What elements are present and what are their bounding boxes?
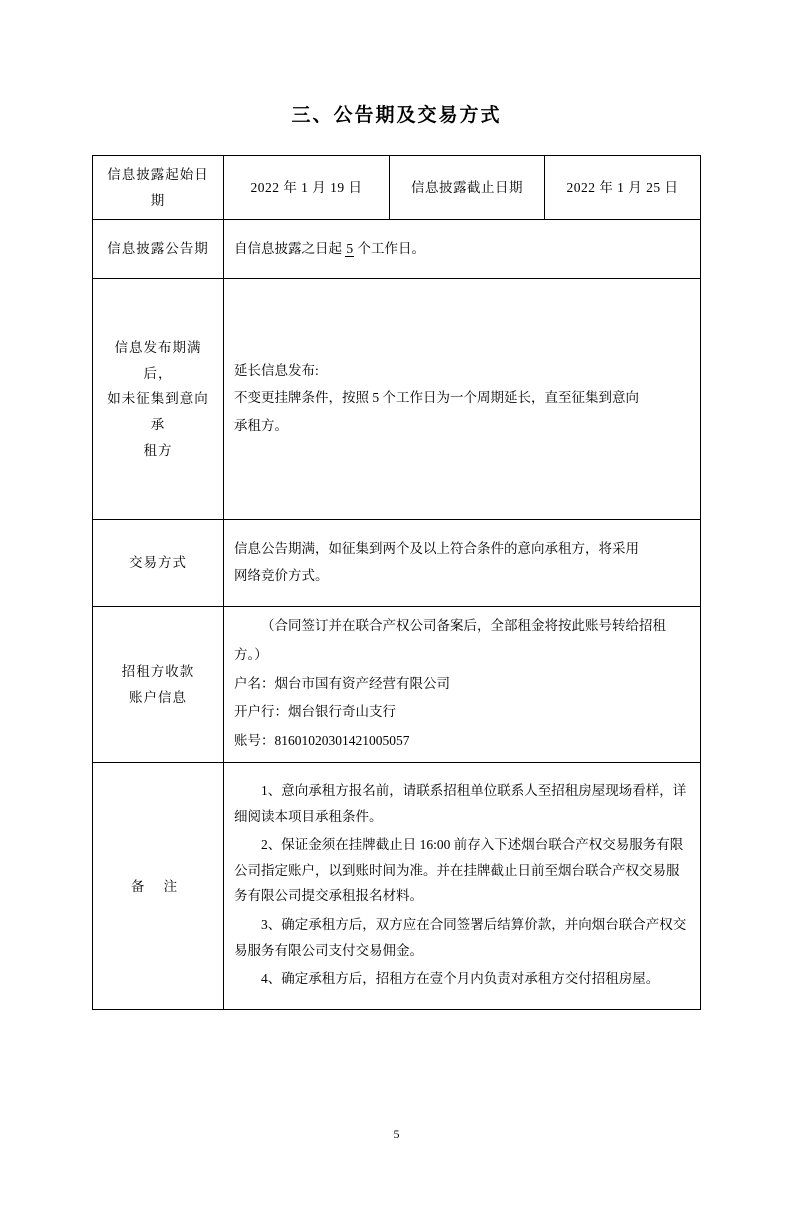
extension-label-line1: 信息发布期满后， [114,340,202,381]
table-row [93,607,701,763]
disclosure-start-value: 2022 年 1 月 19 日 [224,156,390,220]
period-prefix: 自信息披露之日起 [234,241,346,257]
account-body [224,607,701,763]
trade-method-line2: 网络竞价方式。 [234,568,329,584]
remarks-label [93,763,224,1010]
disclosure-end-value: 2022 年 1 月 25 日 [545,156,701,220]
account-label-line2: 账户信息 [129,689,187,705]
table-row [93,156,701,220]
extension-body [224,279,701,520]
remark-item: 2、保证金须在挂牌截止日 16:00 前存入下述烟台联合产权交易服务有限公司指定账户，以到账时间为准。并在挂牌截止日前至烟台联合产权交易服务有限公司提交承租报名材料。 [234,837,684,904]
account-name: 户名：烟台市国有资产经营有限公司 [234,675,450,691]
disclosure-end-label: 信息披露截止日期 [390,156,545,220]
extension-body-line3: 承租方。 [234,418,288,434]
document-page [0,100,793,1222]
disclosure-period-value [224,220,701,279]
table-row [93,220,701,279]
account-label [93,607,224,763]
table-row [93,763,701,1010]
disclosure-period-label: 信息披露公告期 [93,220,224,279]
account-number: 账号：81601020301421005057 [234,732,410,748]
trade-method-line1: 信息公告期满，如征集到两个及以上符合条件的意向承租方，将采用 [234,540,639,556]
page-number: 5 [393,1127,400,1141]
extension-label-line2: 如未征集到意向承 [107,391,209,433]
trade-method-label: 交易方式 [93,520,224,607]
account-note-line1: （合同签订并在联合产权公司备案后，全部租金将按此账号转给招租 [261,618,666,634]
disclosure-start-label: 信息披露起始日期 [93,156,224,220]
period-days: 5 [346,241,354,257]
trade-method-body [224,520,701,607]
announcement-table [92,155,701,1010]
account-bank: 开户行：烟台银行奇山支行 [234,704,396,720]
extension-body-line2: 不变更挂牌条件，按照 5 个工作日为一个周期延长，直至征集到意向 [234,390,639,406]
table-row [93,520,701,607]
extension-body-line1: 延长信息发布: [234,362,319,378]
remark-item: 4、确定承租方后，招租方在壹个月内负责对承租方交付招租房屋。 [261,971,660,987]
page-title: 三、公告期及交易方式 [291,105,502,126]
account-note-line2: 方。） [234,646,268,662]
period-suffix: 个工作日。 [354,241,425,257]
remarks-label-text: 备 注 [130,878,186,894]
remark-item: 1、意向承租方报名前，请联系招租单位联系人至招租房屋现场看样，详细阅读本项目承租条件。 [234,782,687,824]
remark-item: 3、确定承租方后，双方应在合同签署后结算价款，并向烟台联合产权交易服务有限公司支付交易佣金。 [234,917,687,958]
table-row [93,279,701,520]
remarks-body [224,763,701,1010]
extension-label-line3: 租方 [143,442,173,458]
extension-label [93,279,224,520]
account-label-line1: 招租方收款 [121,664,195,680]
